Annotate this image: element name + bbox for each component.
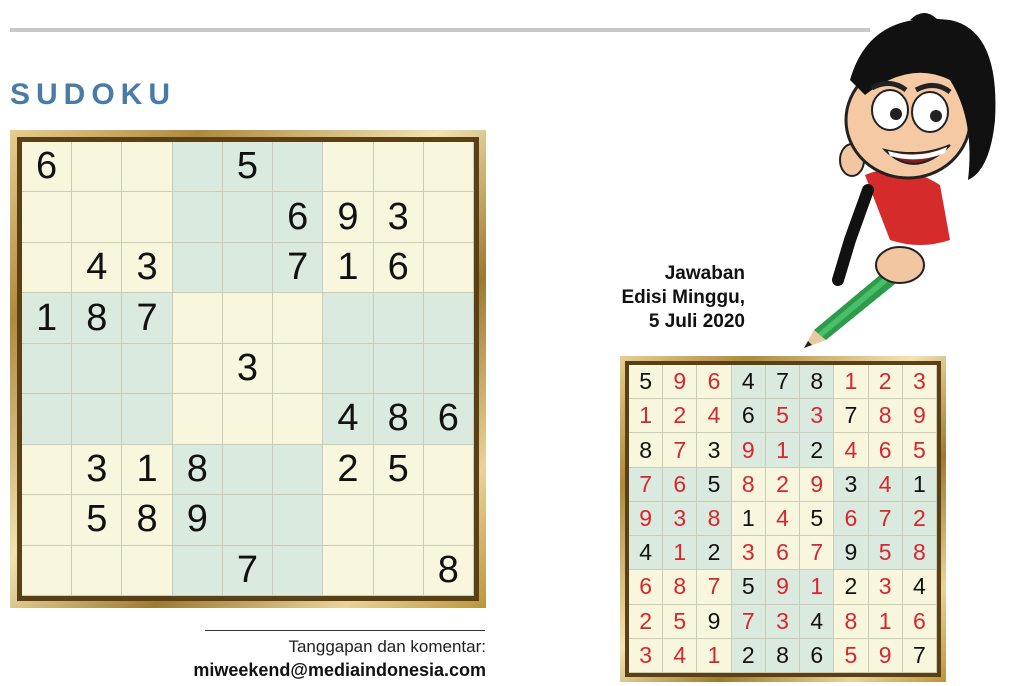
answer-label-line: Jawaban [664,263,745,284]
page-title: SUDOKU [10,78,177,111]
puzzle-cell: 9 [323,192,373,242]
answer-cell: 7 [869,502,903,536]
answer-cell: 5 [834,639,868,673]
answer-cell: 9 [697,605,731,639]
puzzle-cell [374,495,424,545]
answer-cell: 3 [663,502,697,536]
puzzle-cell [223,495,273,545]
puzzle-cell: 8 [424,546,474,596]
answer-label [622,262,746,334]
answer-cell: 3 [629,639,663,673]
answer-cell: 8 [800,365,834,399]
puzzle-cell: 8 [173,445,223,495]
answer-cell: 2 [697,536,731,570]
puzzle-cell: 8 [122,495,172,545]
answer-cell: 5 [732,570,766,604]
answer-cell: 9 [766,570,800,604]
answer-cell: 2 [869,365,903,399]
puzzle-cell [424,445,474,495]
answer-cell: 4 [629,536,663,570]
puzzle-cell [273,394,323,444]
puzzle-cell [273,344,323,394]
puzzle-cell [273,142,323,192]
answer-cell: 6 [800,639,834,673]
puzzle-cell [22,243,72,293]
puzzle-cell [273,495,323,545]
answer-cell: 4 [800,605,834,639]
answer-cell: 9 [663,365,697,399]
answer-cell: 7 [834,399,868,433]
feedback-label: Tanggapan dan komentar: [288,637,486,656]
puzzle-cell: 9 [173,495,223,545]
answer-cell: 4 [766,502,800,536]
puzzle-cell: 7 [273,243,323,293]
answer-cell: 8 [766,639,800,673]
puzzle-cell [323,293,373,343]
answer-cell: 7 [697,570,731,604]
answer-cell: 9 [732,433,766,467]
answer-cell: 5 [869,536,903,570]
answer-cell: 5 [766,399,800,433]
puzzle-cell [424,243,474,293]
answer-cell: 6 [732,399,766,433]
answer-cell: 9 [869,639,903,673]
puzzle-cell [223,293,273,343]
answer-cell: 2 [800,433,834,467]
puzzle-cell: 3 [223,344,273,394]
answer-cell: 7 [629,468,663,502]
puzzle-cell [323,344,373,394]
puzzle-cell [173,293,223,343]
answer-cell: 5 [663,605,697,639]
puzzle-cell: 8 [72,293,122,343]
puzzle-cell [323,495,373,545]
answer-cell: 5 [903,433,937,467]
answer-cell: 2 [663,399,697,433]
answer-grid [629,365,937,673]
puzzle-cell [173,344,223,394]
puzzle-cell [72,142,122,192]
answer-cell: 5 [800,502,834,536]
answer-cell: 6 [869,433,903,467]
puzzle-cell: 6 [273,192,323,242]
answer-cell: 1 [697,639,731,673]
puzzle-cell [424,192,474,242]
answer-cell: 9 [903,399,937,433]
answer-cell: 9 [834,536,868,570]
puzzle-cell [273,293,323,343]
answer-cell: 2 [834,570,868,604]
puzzle-cell [22,495,72,545]
puzzle-cell [173,394,223,444]
puzzle-cell [22,192,72,242]
puzzle-cell [122,546,172,596]
answer-cell: 4 [697,399,731,433]
answer-cell: 8 [663,570,697,604]
answer-cell: 4 [732,365,766,399]
answer-cell: 8 [697,502,731,536]
puzzle-cell [424,142,474,192]
puzzle-cell [424,293,474,343]
answer-cell: 1 [834,365,868,399]
puzzle-cell: 8 [374,394,424,444]
puzzle-cell: 5 [72,495,122,545]
answer-cell: 6 [903,605,937,639]
answer-cell: 4 [903,570,937,604]
puzzle-cell: 3 [122,243,172,293]
puzzle-grid [22,142,474,596]
puzzle-cell [72,394,122,444]
answer-cell: 5 [629,365,663,399]
puzzle-cell: 6 [424,394,474,444]
puzzle-cell: 5 [223,142,273,192]
puzzle-cell: 6 [374,243,424,293]
puzzle-cell: 7 [223,546,273,596]
answer-cell: 1 [869,605,903,639]
answer-cell: 1 [903,468,937,502]
answer-label-line: Edisi Minggu, [621,287,745,308]
answer-cell: 3 [869,570,903,604]
puzzle-cell [173,142,223,192]
answer-cell: 2 [732,639,766,673]
puzzle-cell [122,142,172,192]
puzzle-cell [173,192,223,242]
puzzle-cell [223,192,273,242]
puzzle-cell: 2 [323,445,373,495]
answer-cell: 4 [663,639,697,673]
answer-cell: 9 [629,502,663,536]
puzzle-cell: 4 [72,243,122,293]
answer-cell: 2 [629,605,663,639]
answer-cell: 8 [834,605,868,639]
puzzle-cell: 1 [22,293,72,343]
puzzle-cell [22,344,72,394]
puzzle-cell: 3 [374,192,424,242]
puzzle-cell: 4 [323,394,373,444]
feedback-email[interactable]: miweekend@mediaindonesia.com [193,660,486,680]
puzzle-cell [223,394,273,444]
puzzle-cell: 7 [122,293,172,343]
puzzle-cell [374,546,424,596]
answer-cell: 2 [766,468,800,502]
answer-cell: 4 [869,468,903,502]
puzzle-cell [374,142,424,192]
answer-cell: 1 [629,399,663,433]
puzzle-cell [122,394,172,444]
puzzle-cell: 1 [122,445,172,495]
answer-cell: 3 [766,605,800,639]
answer-cell: 7 [732,605,766,639]
answer-cell: 5 [697,468,731,502]
answer-cell: 2 [903,502,937,536]
puzzle-cell: 5 [374,445,424,495]
answer-cell: 3 [834,468,868,502]
answer-cell: 6 [834,502,868,536]
answer-cell: 7 [766,365,800,399]
puzzle-cell [173,243,223,293]
puzzle-cell [122,192,172,242]
top-divider [10,28,870,32]
feedback-divider [205,630,485,631]
puzzle-cell [173,546,223,596]
puzzle-cell [323,142,373,192]
answer-cell: 7 [800,536,834,570]
puzzle-cell [424,344,474,394]
answer-cell: 3 [732,536,766,570]
answer-cell: 6 [697,365,731,399]
answer-cell: 7 [663,433,697,467]
answer-cell: 8 [732,468,766,502]
answer-cell: 6 [629,570,663,604]
puzzle-cell [374,344,424,394]
puzzle-cell [22,394,72,444]
puzzle-cell: 6 [22,142,72,192]
puzzle-cell: 1 [323,243,373,293]
answer-cell: 1 [732,502,766,536]
puzzle-cell [323,546,373,596]
answer-cell: 8 [869,399,903,433]
answer-cell: 7 [903,639,937,673]
answer-cell: 8 [903,536,937,570]
puzzle-cell [72,546,122,596]
answer-cell: 8 [629,433,663,467]
cartoon-boy-with-pencil-icon [790,0,1030,360]
answer-cell: 6 [766,536,800,570]
puzzle-cell [22,445,72,495]
puzzle-cell [223,445,273,495]
answer-cell: 6 [663,468,697,502]
puzzle-cell [223,243,273,293]
answer-cell: 9 [800,468,834,502]
answer-cell: 1 [663,536,697,570]
puzzle-cell [273,445,323,495]
puzzle-cell: 3 [72,445,122,495]
answer-cell: 3 [800,399,834,433]
answer-cell: 4 [834,433,868,467]
answer-cell: 1 [800,570,834,604]
puzzle-cell [72,192,122,242]
puzzle-cell [122,344,172,394]
answer-cell: 3 [903,365,937,399]
answer-cell: 1 [766,433,800,467]
puzzle-cell [374,293,424,343]
puzzle-cell [424,495,474,545]
puzzle-cell [72,344,122,394]
answer-cell: 3 [697,433,731,467]
puzzle-cell [273,546,323,596]
answer-label-line: 5 Juli 2020 [648,311,745,332]
puzzle-cell [22,546,72,596]
